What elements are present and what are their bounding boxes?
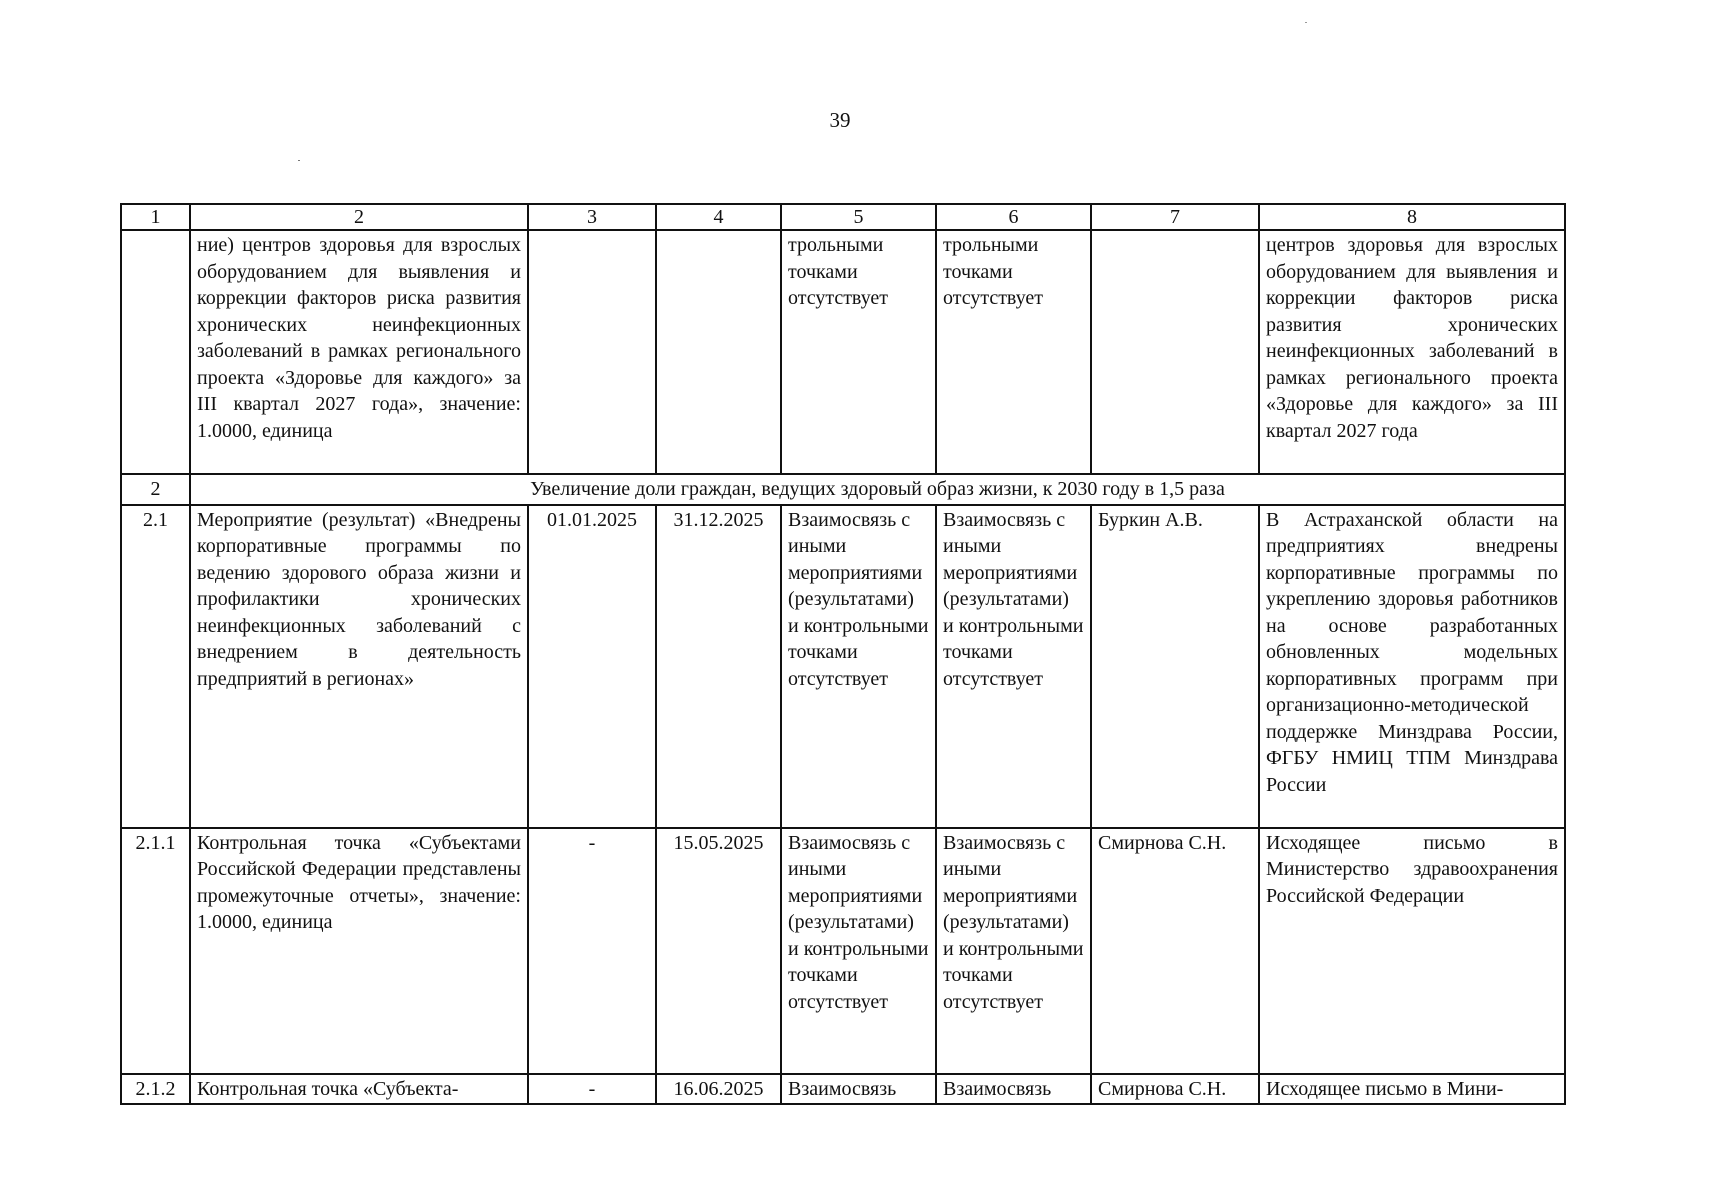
predecessor-link: Взаимосвязь	[781, 1074, 936, 1105]
responsible-person	[1091, 230, 1259, 474]
plan-table	[120, 203, 1566, 1105]
column-number: 7	[1091, 204, 1259, 230]
column-number: 1	[121, 204, 190, 230]
table-row-2-1-1	[121, 828, 1565, 1074]
responsible-person: Смирнова С.Н.	[1091, 828, 1259, 1074]
successor-link: Взаимосвязь с иными мероприятиями (результатами) и контрольными точками отсутствует	[936, 505, 1091, 828]
column-number: 4	[656, 204, 781, 230]
row-number: 2.1	[121, 505, 190, 828]
predecessor-link: Взаимосвязь с иными мероприятиями (результатами) и контрольными точками отсутствует	[781, 828, 936, 1074]
row-number: 2.1.1	[121, 828, 190, 1074]
responsible-person: Смирнова С.Н.	[1091, 1074, 1259, 1105]
page-number: 39	[829, 108, 851, 132]
row-number: 2.1.2	[121, 1074, 190, 1105]
row-number	[121, 230, 190, 474]
start-date	[528, 230, 656, 474]
predecessor-link: Взаимосвязь с иными мероприятиями (результатами) и контрольными точками отсутствует	[781, 505, 936, 828]
goal-text: Увеличение доли граждан, ведущих здоровый образ жизни, к 2030 году в 1,5 раза	[190, 474, 1565, 505]
end-date: 31.12.2025	[656, 505, 781, 828]
end-date: 16.06.2025	[656, 1074, 781, 1105]
column-number-row	[121, 204, 1565, 230]
result-description: центров здоровья для взрослых оборудованием для выявления и коррекции факторов риска развития хронических неинфекционных заболеваний в рамках регионального проекта «Здоровье для каждого» за III квартал 2027 года	[1259, 230, 1565, 474]
successor-link: Взаимосвязь с иными мероприятиями (результатами) и контрольными точками отсутствует	[936, 828, 1091, 1074]
column-number: 8	[1259, 204, 1565, 230]
end-date: 15.05.2025	[656, 828, 781, 1074]
scan-speck	[1305, 22, 1307, 23]
item-description: Мероприятие (результат) «Внедрены корпоративные программы по ведению здорового образа жизни и профилактики хронических неинфекционных заболеваний с внедрением в деятельность предприятий в регионах»	[190, 505, 528, 828]
goal-row	[121, 474, 1565, 505]
start-date: 01.01.2025	[528, 505, 656, 828]
scan-speck	[298, 160, 300, 161]
successor-link: трольными точками отсутствует	[936, 230, 1091, 474]
end-date	[656, 230, 781, 474]
item-description: Контрольная точка «Субъекта-	[190, 1074, 528, 1105]
responsible-person: Буркин А.В.	[1091, 505, 1259, 828]
column-number: 2	[190, 204, 528, 230]
table-row-2-1	[121, 505, 1565, 828]
item-description: Контрольная точка «Субъектами Российской Федерации представлены промежуточные отчеты», значение: 1.0000, единица	[190, 828, 528, 1074]
table-row-2-1-2	[121, 1074, 1565, 1105]
column-number: 5	[781, 204, 936, 230]
table-row-continuation	[121, 230, 1565, 474]
result-description: Исходящее письмо в Мини-	[1259, 1074, 1565, 1105]
start-date: -	[528, 1074, 656, 1105]
column-number: 6	[936, 204, 1091, 230]
item-description: ние) центров здоровья для взрослых оборудованием для выявления и коррекции факторов риска развития хронических неинфекционных заболеваний в рамках регионального проекта «Здоровье для каждого» за III квартал 2027 года», значение: 1.0000, единица	[190, 230, 528, 474]
start-date: -	[528, 828, 656, 1074]
predecessor-link: трольными точками отсутствует	[781, 230, 936, 474]
column-number: 3	[528, 204, 656, 230]
successor-link: Взаимосвязь	[936, 1074, 1091, 1105]
goal-number: 2	[121, 474, 190, 505]
result-description: В Астраханской области на предприятиях внедрены корпоративные программы по укреплению здоровья работников на основе разработанных обновленных модельных корпоративных программ при организационно-методической поддержке Минздрава России, ФГБУ НМИЦ ТПМ Минздрава России	[1259, 505, 1565, 828]
result-description: Исходящее письмо в Министерство здравоохранения Российской Федерации	[1259, 828, 1565, 1074]
